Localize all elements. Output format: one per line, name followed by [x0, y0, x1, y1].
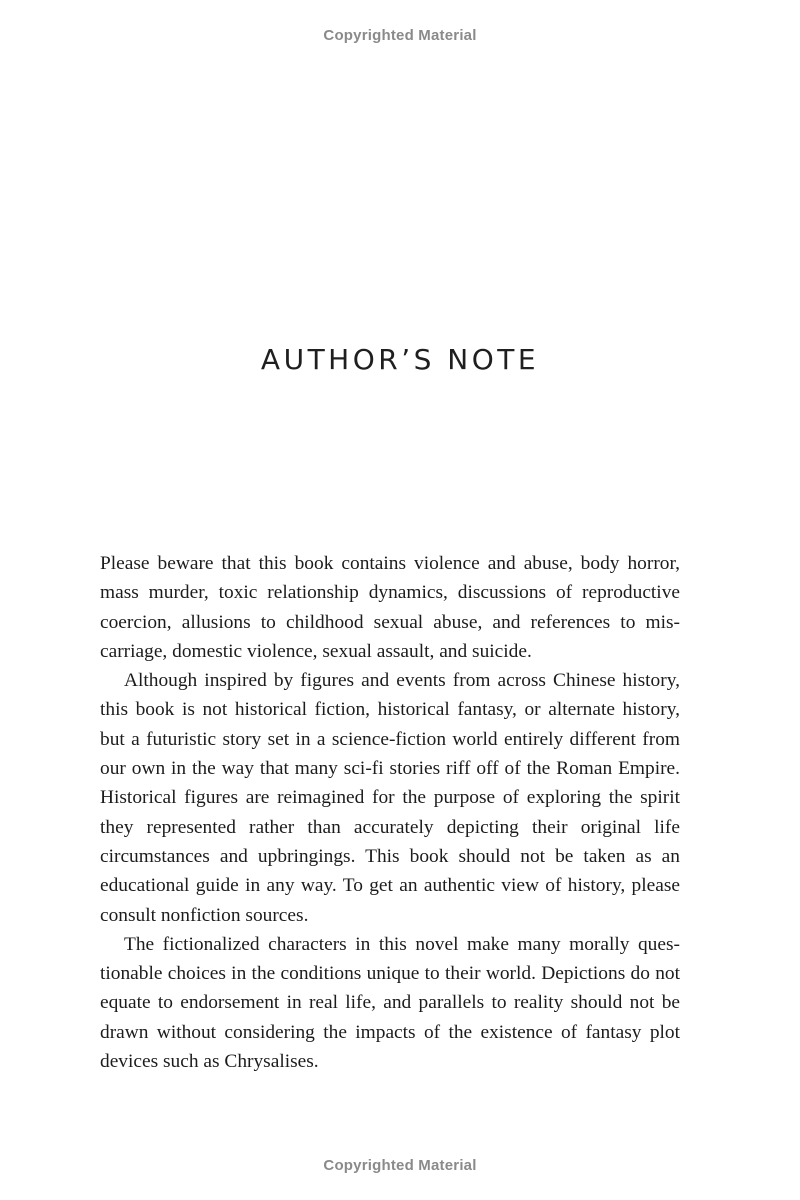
note-body [100, 549, 680, 1076]
paragraph-morality-disclaimer: The fictionalized characters in this novel make many morally questionable choices in the conditions unique to their world. Depictions do not equate to endorsement in real life, and parallels to reality should not be drawn without considering the impacts of the existence of fantasy plot devices such as Chrysalises. [100, 933, 680, 1073]
copyright-watermark-top: Copyrighted Material [323, 27, 477, 44]
page-title: AUTHOR’S NOTE [260, 343, 540, 376]
copyright-watermark-bottom: Copyrighted Material [323, 1157, 477, 1174]
paragraph-content-warning: Please beware that this book contains violence and abuse, body horror, mass murder, toxic relationship dynamics, discussions of reproductive coercion, allusions to childhood sexual abuse, and references to miscarriage, domestic violence, sexual assault, and suicide. [100, 553, 680, 662]
paragraph-historical-disclaimer: Although inspired by figures and events from across Chinese history, this book is not historical fiction, historical fantasy, or alternate history, but a futuristic story set in a science-fiction world entirely different from our own in the way that many sci-fi stories riff off of the Roman Empire. Historical figures are reimagined for the purpose of exploring the spirit they represented rather than accurately depicting their original life circumstances and upbringings. This book should not be taken as an educational guide in any way. To get an authentic view of history, please consult nonfiction sources. [100, 670, 680, 926]
